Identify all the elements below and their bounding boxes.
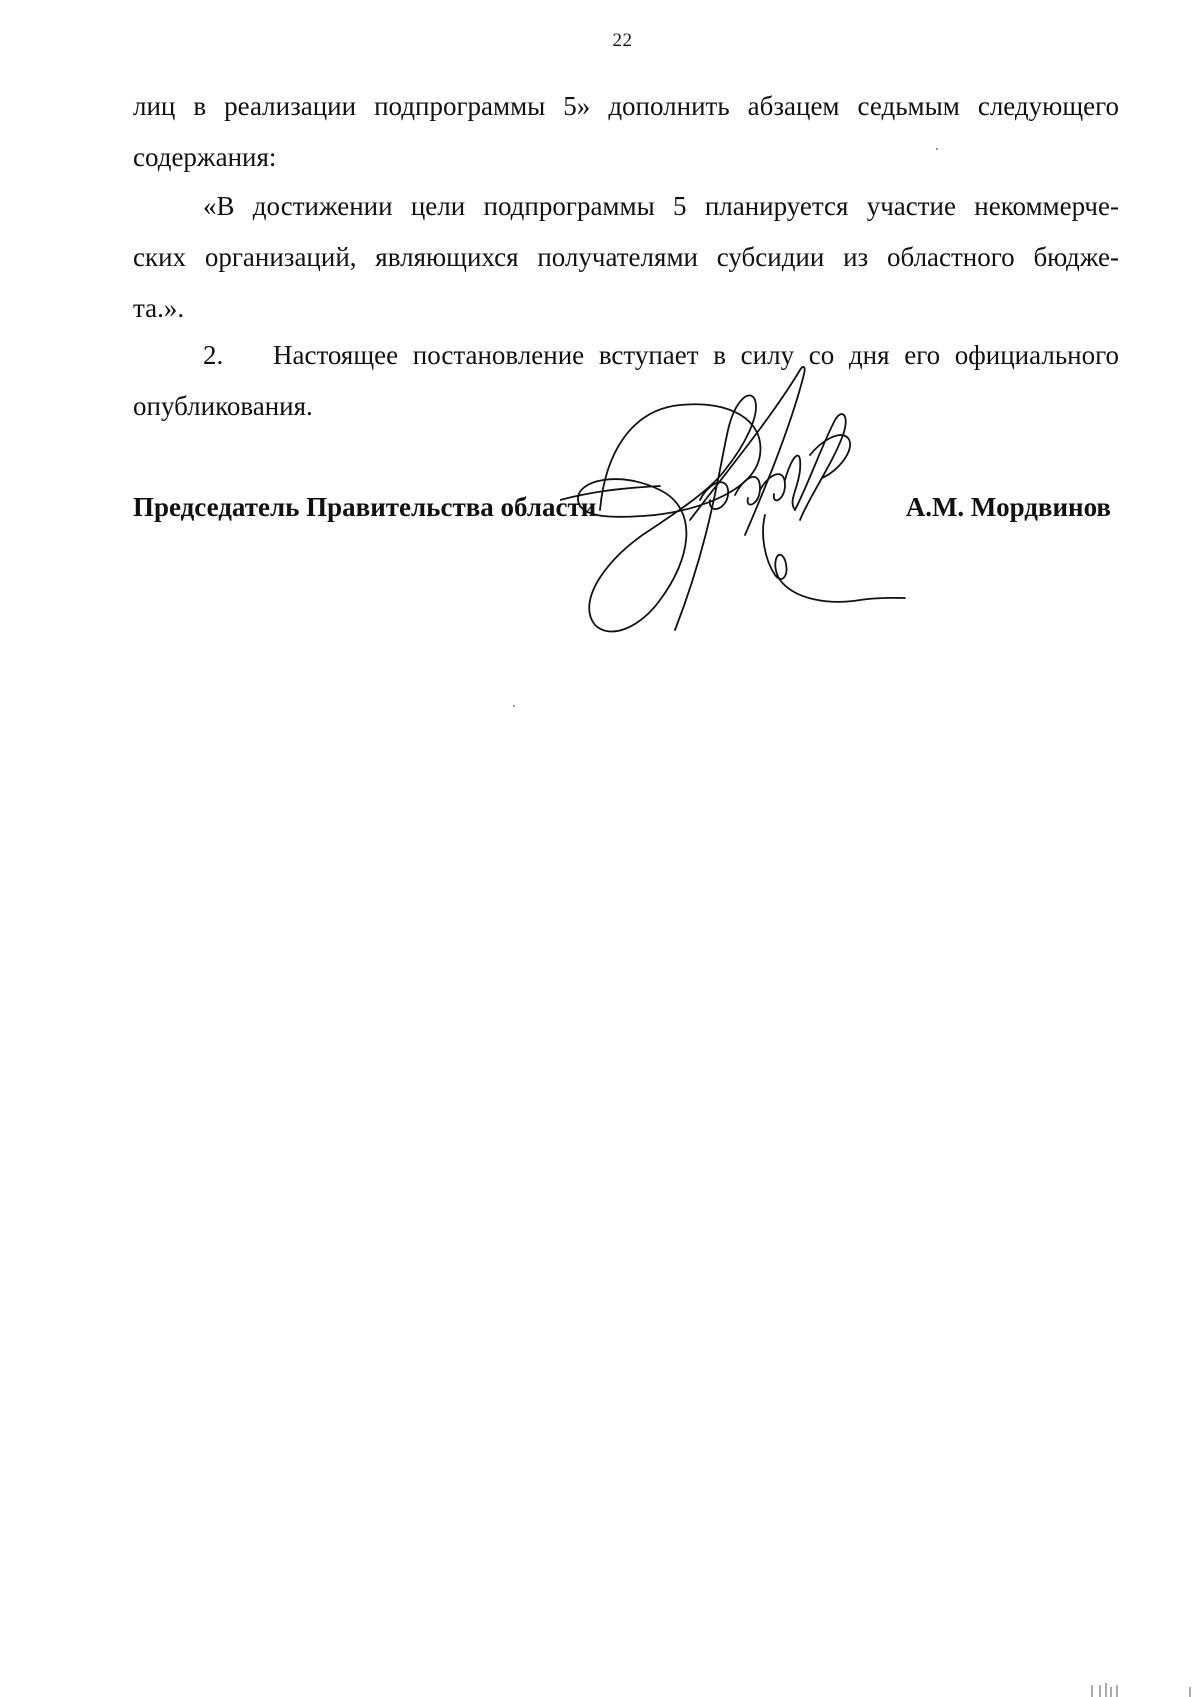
scan-speck [936, 148, 938, 150]
paragraph-2-line-2: ских организаций, являющихся получателями субсидии из областного бюдже- [133, 242, 1119, 272]
paragraph-3-text: Настоящее постановление вступает в силу со дня его официального [273, 340, 1119, 370]
paragraph-2-line-1: «В достижении цели подпрограммы 5 планируется участие некоммерче- [203, 191, 1119, 221]
handwritten-signature [560, 360, 940, 650]
paragraph-1-line-1: лиц в реализации подпрограммы 5» дополнить абзацем седьмым следующего [133, 91, 1119, 121]
paragraph-3-number: 2. [203, 340, 224, 370]
signer-position: Председатель Правительства области [133, 492, 597, 522]
page-number: 22 [612, 30, 633, 51]
scan-speck [513, 705, 515, 707]
paragraph-3-line-2: опубликования. [133, 391, 313, 421]
signer-name: А.М. Мордвинов [905, 492, 1111, 522]
paragraph-1-line-2: содержания: [133, 142, 277, 172]
scan-edge-marks [1090, 1683, 1200, 1697]
document-body [133, 81, 1119, 183]
paragraph-2-line-3: та.». [133, 293, 185, 323]
quoted-paragraph [133, 181, 1119, 334]
